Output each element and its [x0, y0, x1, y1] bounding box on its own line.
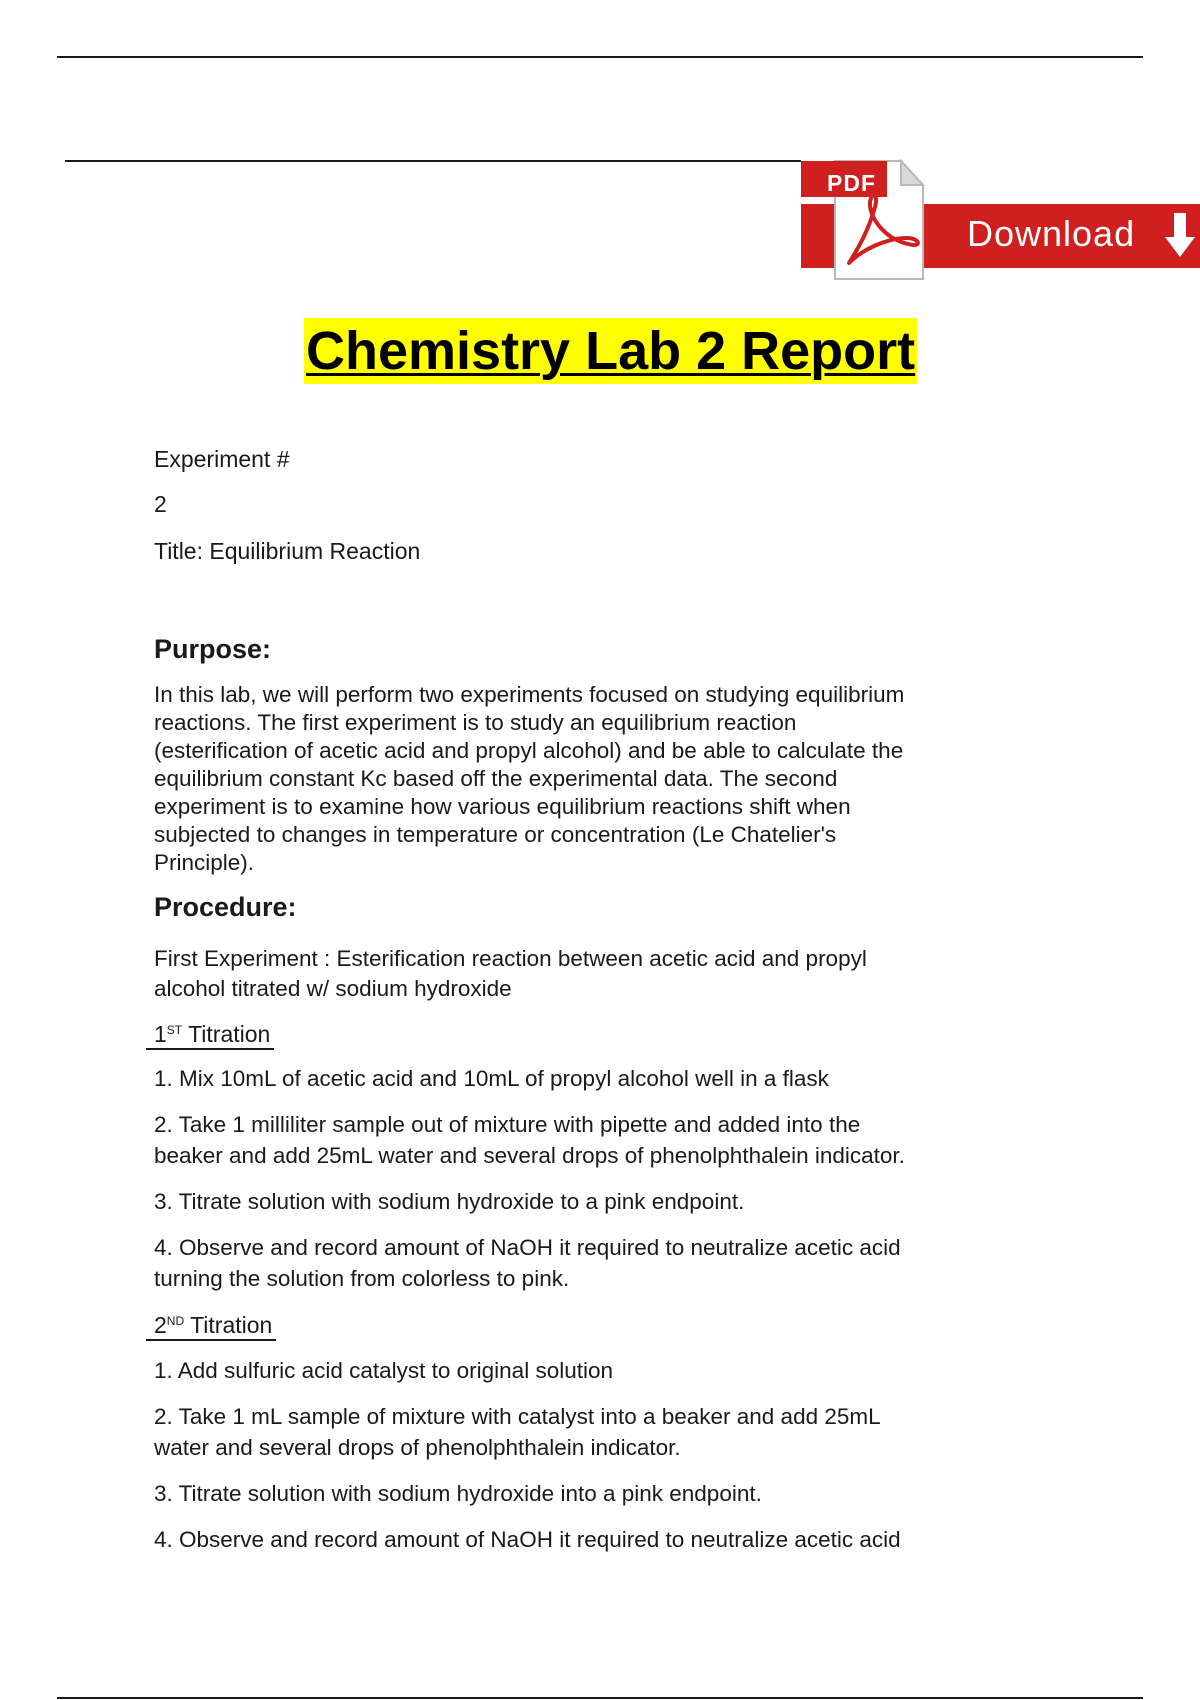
pdf-label: PDF — [827, 170, 876, 196]
experiment-title: Title: Equilibrium Reaction — [154, 538, 421, 564]
step-line: 2. Take 1 milliliter sample out of mixture with pipette and added into the — [154, 1112, 861, 1137]
experiment-number: 2 — [154, 491, 167, 517]
step-line: water and several drops of phenolphthalein indicator. — [154, 1435, 681, 1460]
titration-1-step-1 — [154, 1063, 994, 1094]
bottom-divider — [57, 1697, 1143, 1699]
purpose-heading: Purpose: — [154, 634, 272, 664]
title-highlight — [304, 318, 917, 384]
procedure-heading: Procedure: — [154, 892, 297, 922]
header-divider — [65, 160, 801, 162]
titration-1-heading — [146, 1020, 274, 1050]
titration-1-step-4 — [154, 1232, 994, 1294]
titration-1-word: Titration — [182, 1021, 271, 1047]
titration-2-step-4 — [154, 1524, 994, 1555]
step-line: 1. Mix 10mL of acetic acid and 10mL of propyl alcohol well in a flask — [154, 1066, 829, 1091]
step-line: 3. Titrate solution with sodium hydroxide into a pink endpoint. — [154, 1481, 762, 1506]
first-experiment-line: First Experiment : Esterification reaction between acetic acid and propyl — [154, 946, 867, 971]
titration-2-step-1 — [154, 1355, 994, 1386]
purpose-line: experiment is to examine how various equilibrium reactions shift when — [154, 794, 851, 819]
step-line: 2. Take 1 mL sample of mixture with catalyst into a beaker and add 25mL — [154, 1404, 881, 1429]
first-experiment-paragraph — [154, 944, 984, 1004]
titration-1-suffix: ST — [166, 1023, 183, 1037]
titration-2-step-3 — [154, 1478, 994, 1509]
top-divider — [57, 56, 1143, 58]
titration-1-step-2 — [154, 1109, 994, 1171]
purpose-line: (esterification of acetic acid and propyl alcohol) and be able to calculate the — [154, 738, 904, 763]
step-line: 4. Observe and record amount of NaOH it required to neutralize acetic acid — [154, 1235, 901, 1260]
titration-2-number: 2 — [154, 1312, 167, 1338]
step-line: 3. Titrate solution with sodium hydroxide to a pink endpoint. — [154, 1189, 745, 1214]
purpose-line: In this lab, we will perform two experiments focused on studying equilibrium — [154, 682, 905, 707]
step-line: 1. Add sulfuric acid catalyst to original solution — [154, 1358, 613, 1383]
experiment-label: Experiment # — [154, 446, 290, 472]
download-label: Download — [967, 213, 1136, 254]
page-title: Chemistry Lab 2 Report — [306, 321, 916, 381]
titration-2-step-2 — [154, 1401, 994, 1463]
purpose-line: equilibrium constant Kc based off the experimental data. The second — [154, 766, 838, 791]
pdf-tag — [801, 161, 887, 197]
titration-2-word: Titration — [184, 1312, 273, 1338]
purpose-line: subjected to changes in temperature or concentration (Le Chatelier's — [154, 822, 837, 847]
titration-2-heading — [146, 1311, 276, 1341]
purpose-line: reactions. The first experiment is to study an equilibrium reaction — [154, 710, 797, 735]
step-line: 4. Observe and record amount of NaOH it required to neutralize acetic acid — [154, 1527, 901, 1552]
titration-2-suffix: ND — [166, 1314, 185, 1328]
download-pdf-button[interactable] — [801, 157, 1200, 282]
titration-1-number: 1 — [154, 1021, 167, 1047]
step-line: beaker and add 25mL water and several drops of phenolphthalein indicator. — [154, 1143, 905, 1168]
purpose-line: Principle). — [154, 850, 255, 875]
download-arrow-icon — [1163, 211, 1197, 261]
step-line: turning the solution from colorless to pink. — [154, 1266, 570, 1291]
titration-1-step-3 — [154, 1186, 994, 1217]
purpose-paragraph — [154, 681, 984, 877]
first-experiment-line: alcohol titrated w/ sodium hydroxide — [154, 976, 512, 1001]
